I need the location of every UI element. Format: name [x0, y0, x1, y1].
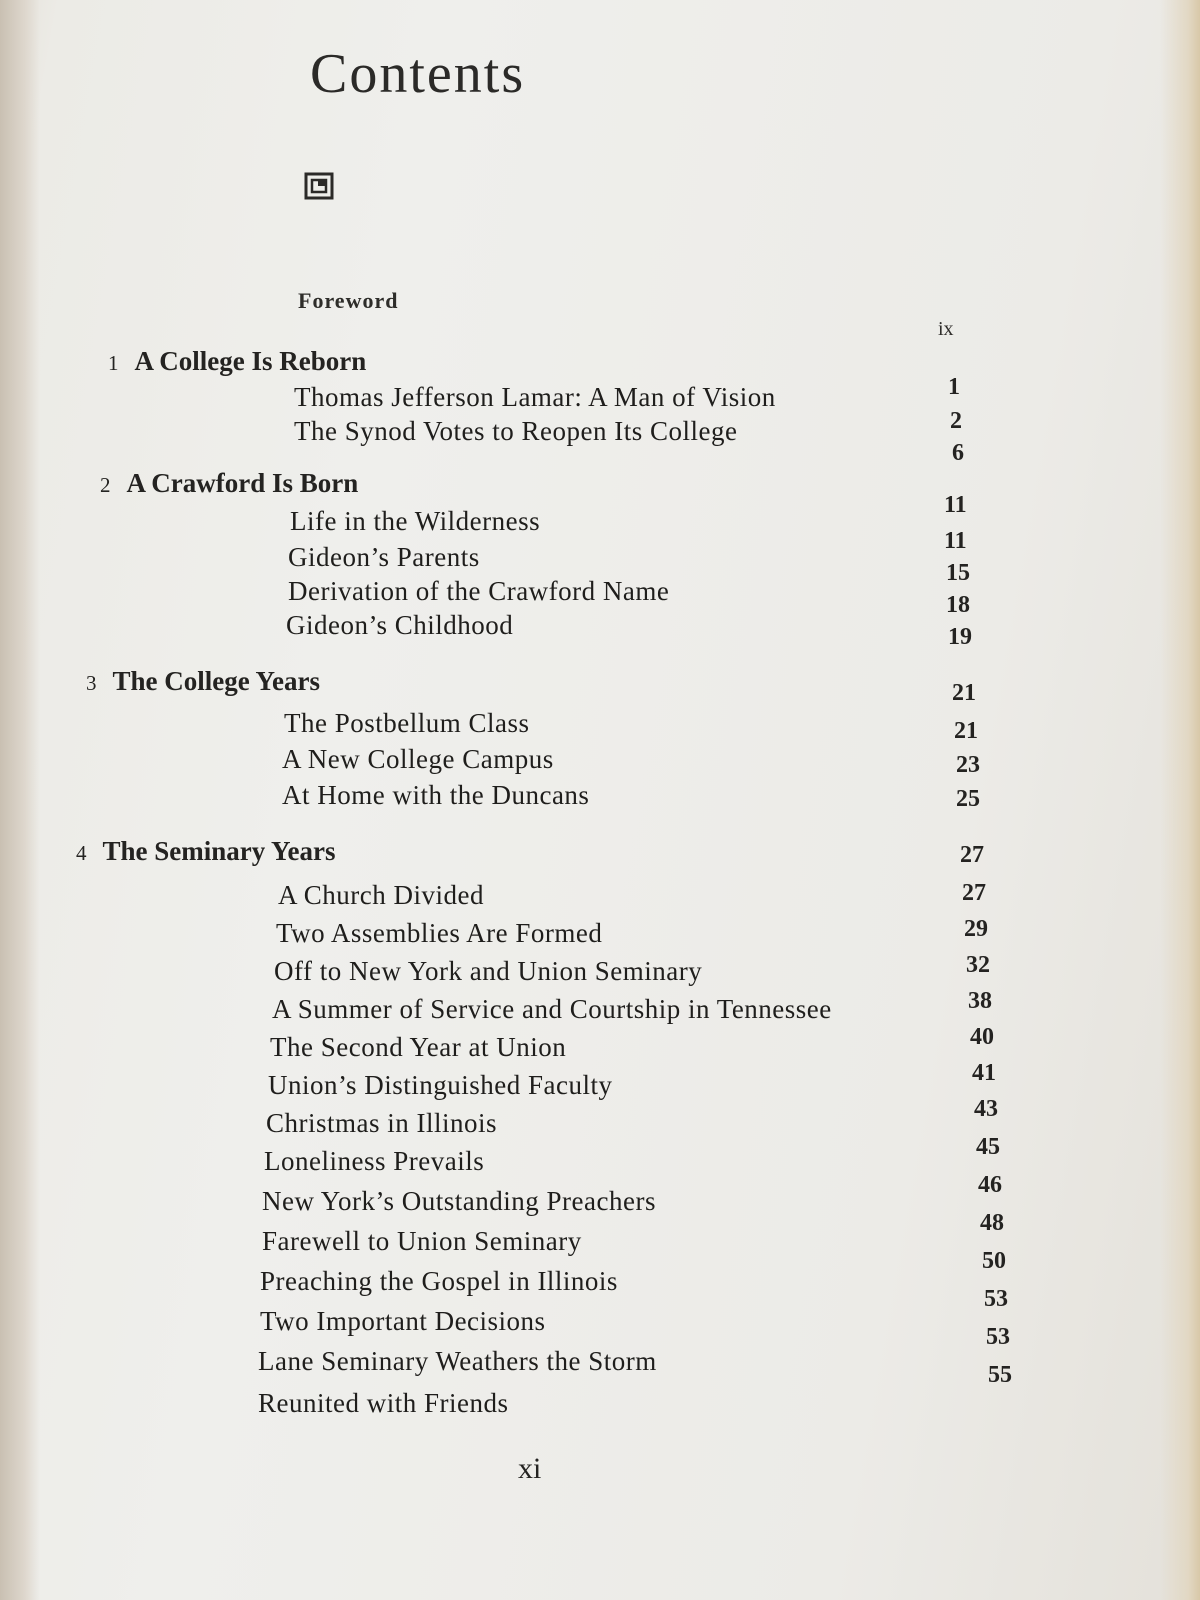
foreword-label: Foreword: [298, 288, 399, 313]
section-page-number: 23: [956, 752, 980, 778]
section-title: Life in the Wilderness: [290, 506, 541, 536]
chapter-page-number: 21: [952, 680, 976, 706]
section-page-number: 32: [966, 952, 990, 978]
section-page-number: 11: [944, 528, 967, 554]
chapter-number: 3: [86, 671, 97, 695]
chapter-number: 4: [76, 841, 87, 865]
section-title: Off to New York and Union Seminary: [274, 956, 703, 986]
section-page-number: 46: [978, 1172, 1002, 1198]
section-page-number: 27: [962, 880, 986, 906]
section-page-number: 18: [946, 592, 970, 618]
chapter-heading-3: [86, 666, 320, 697]
section-page-number: 6: [952, 440, 964, 466]
chapter-number: 1: [108, 351, 119, 375]
section-page-number: 21: [954, 718, 978, 744]
section-page-number: 25: [956, 786, 980, 812]
section-page-number: 41: [972, 1060, 996, 1086]
page-folio: xi: [518, 1452, 542, 1485]
section-title: A Church Divided: [278, 880, 484, 910]
section-title: A New College Campus: [282, 744, 554, 774]
section-title: Christmas in Illinois: [266, 1108, 498, 1138]
chapter-heading-2: [100, 468, 358, 499]
section-title: The Second Year at Union: [270, 1032, 567, 1062]
square-ornament-icon: [304, 172, 334, 200]
chapter-heading-1: [108, 346, 366, 377]
section-page-number: 19: [948, 624, 972, 650]
page-gutter-shadow: [0, 0, 40, 1600]
section-title: Lane Seminary Weathers the Storm: [258, 1346, 657, 1376]
section-title: The Synod Votes to Reopen Its College: [294, 416, 738, 446]
section-title: At Home with the Duncans: [282, 780, 590, 810]
section-page-number: 50: [982, 1248, 1006, 1274]
section-page-number: 40: [970, 1024, 994, 1050]
section-title: A Summer of Service and Courtship in Tennessee: [272, 994, 832, 1024]
section-page-number: 2: [950, 408, 962, 434]
chapter-title: A Crawford Is Born: [126, 468, 359, 498]
section-page-number: 48: [980, 1210, 1004, 1236]
section-title: Two Assemblies Are Formed: [276, 918, 603, 948]
page-title: Contents: [310, 43, 526, 105]
section-page-number: 55: [988, 1362, 1012, 1388]
section-page-number: 38: [968, 988, 992, 1014]
chapter-number: 2: [100, 473, 111, 497]
chapter-heading-4: [76, 836, 335, 867]
section-page-number: 53: [986, 1324, 1010, 1350]
section-title: Farewell to Union Seminary: [262, 1226, 582, 1256]
page-edge: [1160, 0, 1200, 1600]
chapter-title: A College Is Reborn: [134, 346, 367, 376]
section-title: Union’s Distinguished Faculty: [268, 1070, 613, 1100]
chapter-page-number: 11: [944, 492, 967, 518]
section-title: Derivation of the Crawford Name: [288, 576, 670, 606]
section-title: Loneliness Prevails: [264, 1146, 485, 1176]
section-title: New York’s Outstanding Preachers: [262, 1186, 656, 1216]
section-title: Two Important Decisions: [260, 1306, 546, 1336]
section-title: Preaching the Gospel in Illinois: [260, 1266, 618, 1296]
chapter-page-number: 27: [960, 842, 984, 868]
section-title: Reunited with Friends: [258, 1388, 509, 1418]
section-title: Gideon’s Parents: [288, 542, 480, 572]
section-title: Thomas Jefferson Lamar: A Man of Vision: [294, 382, 776, 412]
section-title: The Postbellum Class: [284, 708, 530, 738]
section-page-number: 43: [974, 1096, 998, 1122]
chapter-title: The Seminary Years: [102, 836, 336, 866]
section-page-number: 15: [946, 560, 970, 586]
foreword-page-number: ix: [938, 318, 954, 340]
section-page-number: 53: [984, 1286, 1008, 1312]
section-title: Gideon’s Childhood: [286, 610, 514, 640]
chapter-page-number: 1: [948, 374, 960, 400]
section-page-number: 29: [964, 916, 988, 942]
section-page-number: 45: [976, 1134, 1000, 1160]
chapter-title: The College Years: [112, 666, 320, 696]
